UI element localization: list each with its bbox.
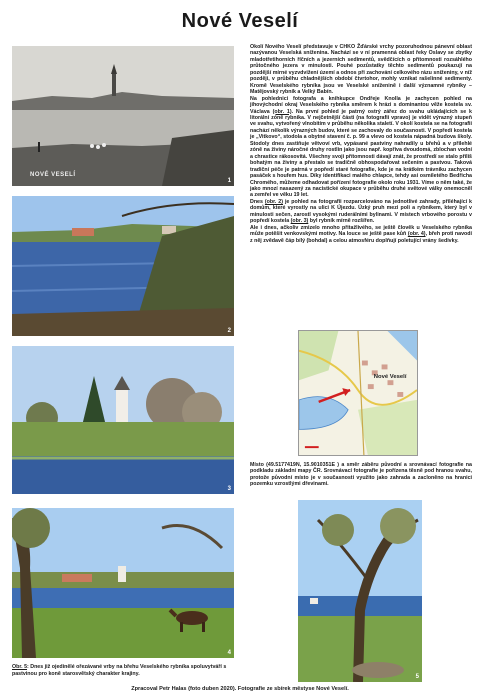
paragraph-postcard: Na pohlednici fotografa a knihkupce Ondřeje Knolla je zachycen pohled na jihovýchodní okraj Veselského rybníka směrem k hrázi s dominantou věže kostela sv. Václava (obr. 1). Na první pohled je patrný ostrý zářez do svahu ukládajících se k litorální zóně rybníka. V nejčetnější části (na fotografii vpravo) je vidět výrazný stupeň ve svahu, vytvořený vlnobitím v průběhu několika staletí. V okolí kostela se na fotografii nachází několik výrazných budov, které se zachovaly do současnosti. V popředí kostela je „Vitkovo“, stodola a obytné stavení č. p. 99 a vlevo od kostela nápadná budova školy. Stodoly dnes zastiňuje větvoví vrb, vypásané pastviny nahradily u břehů a v přilehlé zóně na živiny náročné druhy rostlin jako jsou např. kopřiva dvoudomá, zblochan vodní a chrastice rákosovitá. Všechny svoji přítomnosti dávají znát, že prostředí se stalo příliš bohatým na živiny a přestalo se tradičně obhospodařovat sečením a pastvou. Taková tradiční péče je patrná v popředí staré fotografie, kde je na krátkém trávníku zachycen pasáček s houfem hus. Díky identifikaci malého chlapce, tehdy asi osmiletého Bedřicha Chromého, můžeme odhadovat pořízení fotografie okolo roku 1931. Víme o něm také, že jako mnozí nasazený za nacistické okupace v průběhu druhé světové války onemocněl a zemřel ve věku 19 let. (250, 95, 472, 199)
figure-reference: (obr. 4) (407, 231, 426, 238)
figure-reference: (obr. 1) (272, 108, 292, 115)
photo-number: 3 (227, 486, 231, 492)
figure-reference: (obr. 3) (290, 218, 309, 225)
photo-number: 5 (415, 674, 419, 680)
figure-reference: (obr. 2) (264, 198, 283, 205)
figure-reference: Obr. 5 (12, 664, 28, 670)
location-map (298, 330, 418, 456)
paragraph-motifs: Ale i dnes, ačkoliv zmizelo mnoho přitažlivého, se ještě člověk u Veselského rybníka může potěšit venkovskými motivy. Na louce se ještě pase kůň (obr. 4), břeh proti navodí z něj zvědavě čáp bílý (bohdal) a celou atmosféru doplňují poletující vrány šedivky. (250, 224, 472, 244)
horse-meadow-photo (12, 508, 234, 658)
paragraph-intro: Okolí Nového Veselí představuje v CHKO Žďárské vrchy pozoruhodnou pánevní oblast nazývanou Veselská sníženina. Nachází se v ní pramenná oblast řeky Oslavy se zbytky mladotřetihorních říčních a jezerních sedimentů, svědčících o přítomnosti rozsáhlého průtočného jezera v minulosti. Pouhé pozůstatky těchto sedimentů poukazují na pozdější mírné vyzvdvižení území a odnos při zachování celkového rázu sníženiny, v níž později, v průběhu chladnějších období čtvrtohor, mohly vznikat rašelinné sedimenty. Kromě Veselského rybníka jsou ve Veselské sníženině i další významné rybníky – Matějovský rybník a Velký Babín. (250, 44, 472, 96)
postcard-caption: NOVÉ VESELÍ (30, 172, 76, 178)
photo-number: 1 (227, 178, 231, 184)
willow-tree-photo (298, 500, 422, 682)
paragraph-today: Dnes (obr. 2) je pohled na fotografii rozparcelováno na jednotlivé zahrady, přiléhající k domům, které vyrostly na ulici K Újezdu. Úzký pruh mezi poli a rybníkem, který byl v minulosti sečen, zarostl vysokými ruderálními bylinami. V místech vrbového porostu v popředí kostela (obr. 3) byl rybník mírně rozšířen. (250, 198, 472, 225)
place-description: Místo (49.5177419N, 15.9010351E ) a směr záběru původní a srovnávací fotografie na podkladu základní mapy ČR. Srovnávací fotografie je pořízena těsně pod hranou svahu, protože původní místo je v současnosti využito jako zahrada a zacloněno na hranici pozemku vzrostlými dřevinami. (250, 462, 472, 488)
historical-postcard-photo (12, 46, 234, 186)
footer-credit: Zpracoval Petr Halas (foto duben 2020). Fotografie ze sbírek městyse Nové Veselí. (131, 686, 349, 692)
church-willows-photo (12, 346, 234, 494)
map-label: Nové Veselí (373, 374, 407, 381)
page-title: Nové Veselí (181, 10, 299, 32)
pond-today-photo (12, 196, 234, 336)
photo-number: 4 (227, 650, 231, 656)
figure-5-caption: Obr. 5: Dnes již ojedinělé ořezávané vrby na břehu Veselského rybníka spoluvytváří s pastvinou pro koně starosvětský charakter krajiny. (12, 664, 227, 677)
description-text (250, 44, 472, 244)
photo-number: 2 (227, 328, 231, 334)
